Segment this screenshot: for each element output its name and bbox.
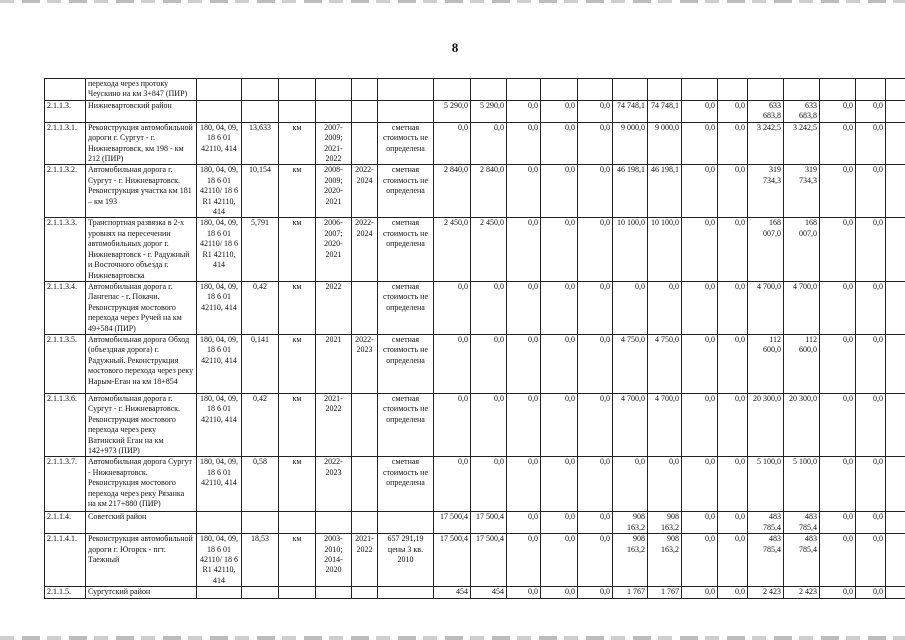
value-col-11: 168 007,0 [784, 218, 820, 281]
value-col-3: 0,0 [507, 165, 541, 218]
value-col-13: 0,0 [856, 165, 886, 218]
value-col-4: 0,0 [541, 457, 578, 512]
construction-period [352, 122, 378, 165]
value-col-3: 0,0 [507, 512, 541, 534]
value-col-12: 0,0 [820, 218, 856, 281]
value-col-8: 0,0 [682, 457, 718, 512]
value-col-12: 0,0 [820, 101, 856, 123]
value-col-5: 0,0 [578, 512, 613, 534]
value-col-13: 0,0 [856, 101, 886, 123]
value-col-8: 0,0 [682, 218, 718, 281]
row-length: 18,53 [242, 534, 279, 587]
row-id: 2.1.1.3.7. [45, 457, 86, 512]
value-col-8 [682, 79, 718, 101]
value-col-3: 0,0 [507, 218, 541, 281]
value-col-5: 0,0 [578, 122, 613, 165]
value-col-8: 0,0 [682, 334, 718, 393]
value-col-8: 0,0 [682, 101, 718, 123]
row-unit: км [279, 218, 316, 281]
value-col-10: 112 600,0 [748, 334, 784, 393]
value-col-1: 0,0 [434, 393, 471, 456]
value-col-1: 17 500,4 [434, 534, 471, 587]
design-period: 2021-2022 [316, 393, 352, 456]
value-col-6: 46 198,1 [613, 165, 648, 218]
value-col-11: 483 785,4 [784, 534, 820, 587]
value-col-6: 908 163,2 [613, 534, 648, 587]
table-row [45, 534, 905, 587]
table-row [45, 281, 905, 334]
construction-period [352, 79, 378, 101]
budget-codes: 180, 04, 09, 18 6 01 42110/ 18 6 R1 42110, 414 [197, 165, 242, 218]
value-col-14 [886, 587, 905, 598]
row-length [242, 79, 279, 101]
design-period [316, 79, 352, 101]
value-col-5: 0,0 [578, 165, 613, 218]
value-col-8: 0,0 [682, 165, 718, 218]
value-col-9: 0,0 [718, 122, 748, 165]
row-length: 0,42 [242, 393, 279, 456]
page-number: 8 [451, 40, 459, 55]
value-col-13: 0,0 [856, 587, 886, 598]
table-row [45, 457, 905, 512]
value-col-10: 319 734,3 [748, 165, 784, 218]
value-col-12: 0,0 [820, 334, 856, 393]
estimated-cost: 657 291,19 цены 3 кв. 2010 [378, 534, 434, 587]
table-row [45, 512, 905, 534]
value-col-3: 0,0 [507, 587, 541, 598]
row-unit: км [279, 393, 316, 456]
row-length [242, 512, 279, 534]
construction-period [352, 101, 378, 123]
value-col-11: 5 100,0 [784, 457, 820, 512]
value-col-4: 0,0 [541, 587, 578, 598]
row-id: 2.1.1.3.1. [45, 122, 86, 165]
row-unit: км [279, 534, 316, 587]
value-col-6: 0,0 [613, 281, 648, 334]
value-col-2: 2 450,0 [471, 218, 507, 281]
budget-codes: 180, 04, 09, 18 6 01 42110, 414 [197, 122, 242, 165]
value-col-14 [886, 393, 905, 456]
value-col-7: 908 163,2 [648, 534, 682, 587]
table-row [45, 218, 905, 281]
value-col-5: 0,0 [578, 587, 613, 598]
value-col-13: 0,0 [856, 512, 886, 534]
value-col-6: 4 700,0 [613, 393, 648, 456]
row-id: 2.1.1.3.3. [45, 218, 86, 281]
estimated-cost: сметная стоимость не определена [378, 457, 434, 512]
budget-codes: 180, 04, 09, 18 6 01 42110, 414 [197, 457, 242, 512]
value-col-7: 908 163,2 [648, 512, 682, 534]
row-name: Автомобильная дорога г. Сургут - г. Нижневартовск. Реконструкция мостового перехода через реку Ватинский Еган на км 142+973 (ПИР) [86, 393, 197, 456]
value-col-8: 0,0 [682, 534, 718, 587]
value-col-12: 0,0 [820, 281, 856, 334]
value-col-2: 0,0 [471, 393, 507, 456]
value-col-10: 483 785,4 [748, 534, 784, 587]
row-id: 2.1.1.4. [45, 512, 86, 534]
value-col-11 [784, 79, 820, 101]
row-length [242, 587, 279, 598]
value-col-2: 17 500,4 [471, 534, 507, 587]
value-col-1: 0,0 [434, 457, 471, 512]
design-period: 2022 [316, 281, 352, 334]
value-col-7: 10 100,0 [648, 218, 682, 281]
value-col-5 [578, 79, 613, 101]
value-col-9: 0,0 [718, 587, 748, 598]
value-col-14 [886, 101, 905, 123]
row-unit: км [279, 165, 316, 218]
table-row [45, 101, 905, 123]
value-col-11: 4 700,0 [784, 281, 820, 334]
row-length: 0,42 [242, 281, 279, 334]
value-col-11: 633 683,8 [784, 101, 820, 123]
estimated-cost [378, 101, 434, 123]
table-row [45, 334, 905, 393]
value-col-10: 20 300,0 [748, 393, 784, 456]
value-col-3: 0,0 [507, 281, 541, 334]
value-col-5: 0,0 [578, 334, 613, 393]
row-id: 2.1.1.3.4. [45, 281, 86, 334]
design-period [316, 587, 352, 598]
row-name: Реконструкция автомобильной дороги г. Сургут - г. Нижневартовск, км 198 - км 212 (ПИР) [86, 122, 197, 165]
value-col-6: 4 750,0 [613, 334, 648, 393]
value-col-11: 3 242,5 [784, 122, 820, 165]
value-col-8: 0,0 [682, 122, 718, 165]
row-name: Реконструкция автомобильной дороги г. Югорск - пгт. Таежный [86, 534, 197, 587]
value-col-12 [820, 79, 856, 101]
budget-codes [197, 512, 242, 534]
row-name: перехода через протоку Чеускино на км 3+847 (ПИР) [86, 79, 197, 101]
estimated-cost: сметная стоимость не определена [378, 393, 434, 456]
budget-table [44, 78, 905, 599]
estimated-cost: сметная стоимость не определена [378, 122, 434, 165]
value-col-2: 454 [471, 587, 507, 598]
value-col-10: 633 683,8 [748, 101, 784, 123]
budget-codes: 180, 04, 09, 18 6 01 42110, 414 [197, 281, 242, 334]
value-col-13: 0,0 [856, 534, 886, 587]
value-col-5: 0,0 [578, 101, 613, 123]
budget-codes [197, 101, 242, 123]
design-period: 2003-2010; 2014-2020 [316, 534, 352, 587]
design-period [316, 512, 352, 534]
value-col-13: 0,0 [856, 122, 886, 165]
design-period: 2006-2007; 2020-2021 [316, 218, 352, 281]
construction-period: 2022-2024 [352, 218, 378, 281]
value-col-10: 5 100,0 [748, 457, 784, 512]
construction-period [352, 393, 378, 456]
value-col-14 [886, 534, 905, 587]
row-name: Нижневартовский район [86, 101, 197, 123]
value-col-9: 0,0 [718, 165, 748, 218]
value-col-14 [886, 512, 905, 534]
row-id: 2.1.1.3.5. [45, 334, 86, 393]
row-id: 2.1.1.5. [45, 587, 86, 598]
row-name: Автомобильная дорога Сургут - Нижневартовск. Реконструкция мостового перехода через реку Рязанка на км 217+880 (ПИР) [86, 457, 197, 512]
value-col-13: 0,0 [856, 457, 886, 512]
value-col-11: 483 785,4 [784, 512, 820, 534]
value-col-13: 0,0 [856, 393, 886, 456]
value-col-1: 0,0 [434, 334, 471, 393]
value-col-4: 0,0 [541, 218, 578, 281]
construction-period: 2022-2023 [352, 334, 378, 393]
row-id: 2.1.1.4.1. [45, 534, 86, 587]
row-unit: км [279, 457, 316, 512]
value-col-14 [886, 334, 905, 393]
value-col-12: 0,0 [820, 512, 856, 534]
value-col-13: 0,0 [856, 281, 886, 334]
value-col-10: 3 242,5 [748, 122, 784, 165]
value-col-4: 0,0 [541, 165, 578, 218]
value-col-11: 112 600,0 [784, 334, 820, 393]
estimated-cost: сметная стоимость не определена [378, 218, 434, 281]
value-col-1: 2 840,0 [434, 165, 471, 218]
value-col-1 [434, 79, 471, 101]
estimated-cost: сметная стоимость не определена [378, 165, 434, 218]
value-col-4: 0,0 [541, 393, 578, 456]
value-col-9: 0,0 [718, 218, 748, 281]
construction-period [352, 512, 378, 534]
table-row [45, 122, 905, 165]
budget-codes [197, 79, 242, 101]
value-col-2: 2 840,0 [471, 165, 507, 218]
estimated-cost [378, 79, 434, 101]
row-unit [279, 101, 316, 123]
value-col-3 [507, 79, 541, 101]
value-col-4: 0,0 [541, 534, 578, 587]
design-period: 2021 [316, 334, 352, 393]
value-col-1: 0,0 [434, 122, 471, 165]
design-period [316, 101, 352, 123]
value-col-5: 0,0 [578, 457, 613, 512]
value-col-2 [471, 79, 507, 101]
construction-period: 2022-2024 [352, 165, 378, 218]
value-col-12: 0,0 [820, 165, 856, 218]
value-col-9: 0,0 [718, 512, 748, 534]
value-col-7: 74 748,1 [648, 101, 682, 123]
budget-codes: 180, 04, 09, 18 6 01 42110/ 18 6 R1 42110, 414 [197, 218, 242, 281]
value-col-9: 0,0 [718, 393, 748, 456]
value-col-8: 0,0 [682, 587, 718, 598]
value-col-9 [718, 79, 748, 101]
scan-bottom-edge [0, 636, 905, 640]
value-col-7: 0,0 [648, 457, 682, 512]
value-col-7: 46 198,1 [648, 165, 682, 218]
value-col-2: 5 290,0 [471, 101, 507, 123]
value-col-14 [886, 281, 905, 334]
value-col-4 [541, 79, 578, 101]
value-col-9: 0,0 [718, 281, 748, 334]
value-col-14 [886, 457, 905, 512]
construction-period [352, 457, 378, 512]
value-col-8: 0,0 [682, 393, 718, 456]
value-col-6: 9 000,0 [613, 122, 648, 165]
value-col-4: 0,0 [541, 281, 578, 334]
value-col-11: 20 300,0 [784, 393, 820, 456]
value-col-7: 4 750,0 [648, 334, 682, 393]
value-col-2: 0,0 [471, 122, 507, 165]
value-col-7: 1 767 [648, 587, 682, 598]
value-col-8: 0,0 [682, 512, 718, 534]
value-col-1: 17 500,4 [434, 512, 471, 534]
estimated-cost [378, 512, 434, 534]
value-col-4: 0,0 [541, 122, 578, 165]
construction-period: 2021-2022 [352, 534, 378, 587]
row-unit: км [279, 122, 316, 165]
row-length: 0,141 [242, 334, 279, 393]
value-col-12: 0,0 [820, 393, 856, 456]
estimated-cost: сметная стоимость не определена [378, 334, 434, 393]
value-col-3: 0,0 [507, 534, 541, 587]
value-col-3: 0,0 [507, 393, 541, 456]
row-length: 13,633 [242, 122, 279, 165]
budget-codes: 180, 04, 09, 18 6 01 42110, 414 [197, 393, 242, 456]
row-id: 2.1.1.3.6. [45, 393, 86, 456]
value-col-3: 0,0 [507, 457, 541, 512]
construction-period [352, 281, 378, 334]
value-col-9: 0,0 [718, 457, 748, 512]
row-id [45, 79, 86, 101]
row-id: 2.1.1.3.2. [45, 165, 86, 218]
budget-codes [197, 587, 242, 598]
value-col-1: 5 290,0 [434, 101, 471, 123]
row-length [242, 101, 279, 123]
value-col-13: 0,0 [856, 218, 886, 281]
row-name: Советский район [86, 512, 197, 534]
value-col-7: 0,0 [648, 281, 682, 334]
row-unit [279, 512, 316, 534]
row-unit [279, 79, 316, 101]
value-col-1: 0,0 [434, 281, 471, 334]
value-col-10: 2 423 [748, 587, 784, 598]
value-col-9: 0,0 [718, 534, 748, 587]
row-unit [279, 587, 316, 598]
value-col-12: 0,0 [820, 587, 856, 598]
value-col-4: 0,0 [541, 101, 578, 123]
design-period: 2022-2023 [316, 457, 352, 512]
row-name: Сургутский район [86, 587, 197, 598]
value-col-3: 0,0 [507, 122, 541, 165]
value-col-3: 0,0 [507, 101, 541, 123]
scan-top-edge [0, 0, 905, 3]
value-col-11: 2 423 [784, 587, 820, 598]
value-col-14 [886, 165, 905, 218]
table-row [45, 165, 905, 218]
value-col-9: 0,0 [718, 101, 748, 123]
value-col-2: 0,0 [471, 281, 507, 334]
row-name: Автомобильная дорога г. Сургут - г. Нижневартовск. Реконструкция участка км 181 – км 193 [86, 165, 197, 218]
value-col-5: 0,0 [578, 534, 613, 587]
estimated-cost [378, 587, 434, 598]
value-col-2: 0,0 [471, 334, 507, 393]
value-col-7: 9 000,0 [648, 122, 682, 165]
value-col-9: 0,0 [718, 334, 748, 393]
row-unit: км [279, 334, 316, 393]
table-row [45, 393, 905, 456]
value-col-13: 0,0 [856, 334, 886, 393]
estimated-cost: сметная стоимость не определена [378, 281, 434, 334]
table-row [45, 79, 905, 101]
row-name: Транспортная развязка в 2-х уровнях на пересечении автомобильных дорог г. Нижневартовск - г. Радужный и Восточного объезда г. Нижневартовска [86, 218, 197, 281]
table-row [45, 587, 905, 598]
value-col-6: 908 163,2 [613, 512, 648, 534]
value-col-7: 4 700,0 [648, 393, 682, 456]
row-length: 10,154 [242, 165, 279, 218]
value-col-12: 0,0 [820, 122, 856, 165]
value-col-10: 483 785,4 [748, 512, 784, 534]
value-col-2: 0,0 [471, 457, 507, 512]
value-col-12: 0,0 [820, 534, 856, 587]
value-col-10: 168 007,0 [748, 218, 784, 281]
value-col-14 [886, 122, 905, 165]
value-col-6: 10 100,0 [613, 218, 648, 281]
value-col-6 [613, 79, 648, 101]
budget-codes: 180, 04, 09, 18 6 01 42110, 414 [197, 334, 242, 393]
value-col-7 [648, 79, 682, 101]
value-col-14 [886, 218, 905, 281]
row-length: 0,58 [242, 457, 279, 512]
value-col-2: 17 500,4 [471, 512, 507, 534]
value-col-1: 454 [434, 587, 471, 598]
design-period: 2007-2009; 2021-2022 [316, 122, 352, 165]
value-col-4: 0,0 [541, 334, 578, 393]
row-unit: км [279, 281, 316, 334]
row-id: 2.1.1.3. [45, 101, 86, 123]
value-col-6: 74 748,1 [613, 101, 648, 123]
design-period: 2008-2009; 2020-2021 [316, 165, 352, 218]
value-col-4: 0,0 [541, 512, 578, 534]
value-col-14 [886, 79, 905, 101]
value-col-13 [856, 79, 886, 101]
value-col-1: 2 450,0 [434, 218, 471, 281]
value-col-6: 0,0 [613, 457, 648, 512]
value-col-10 [748, 79, 784, 101]
value-col-11: 319 734,3 [784, 165, 820, 218]
value-col-5: 0,0 [578, 218, 613, 281]
row-name: Автомобильная дорога г. Лангепас - г. Покачи. Реконструкция мостового перехода через Ручей на км 49+584 (ПИР) [86, 281, 197, 334]
row-name: Автомобильная дорога Обход (объездная дорога) г. Радужный. Реконструкция мостового перехода через реку Нарым-Еган на км 18+854 [86, 334, 197, 393]
value-col-5: 0,0 [578, 281, 613, 334]
budget-codes: 180, 04, 09, 18 6 01 42110/ 18 6 R1 42110, 414 [197, 534, 242, 587]
value-col-8: 0,0 [682, 281, 718, 334]
value-col-10: 4 700,0 [748, 281, 784, 334]
value-col-3: 0,0 [507, 334, 541, 393]
value-col-6: 1 767 [613, 587, 648, 598]
construction-period [352, 587, 378, 598]
row-length: 5,791 [242, 218, 279, 281]
value-col-5: 0,0 [578, 393, 613, 456]
value-col-12: 0,0 [820, 457, 856, 512]
